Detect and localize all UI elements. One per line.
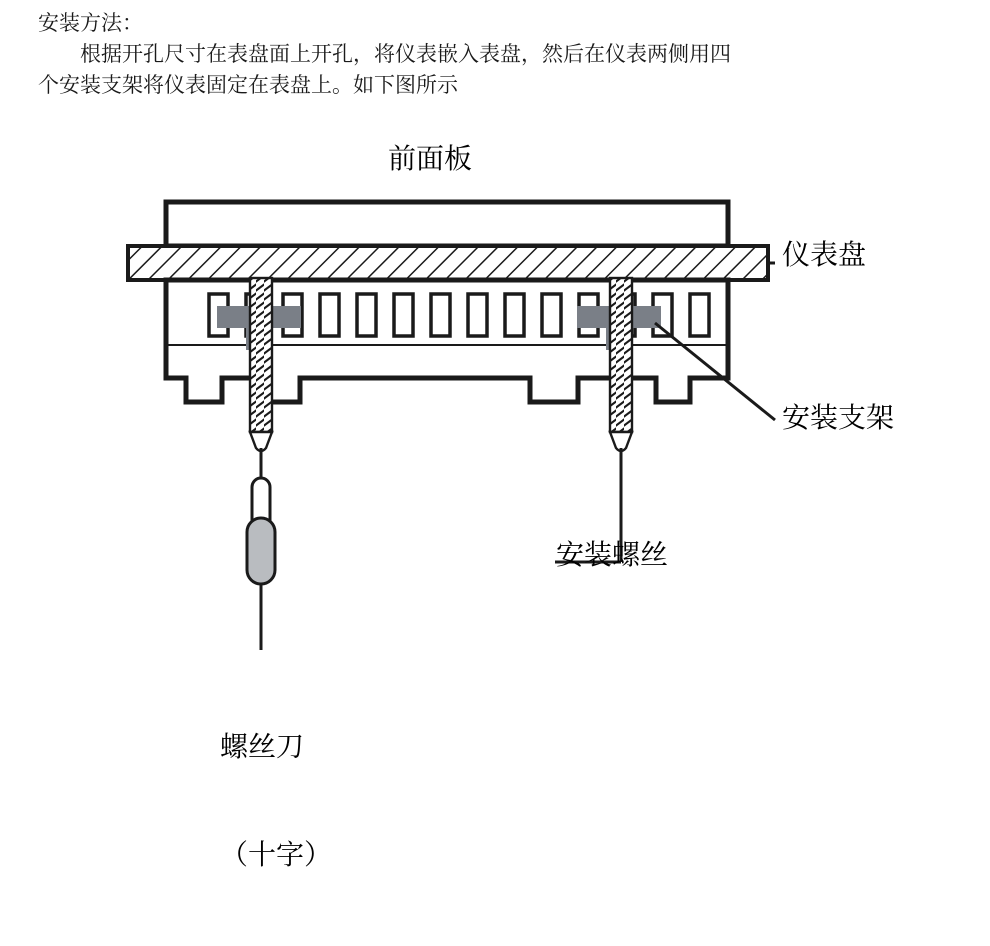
instruction-text-block [38, 8, 950, 101]
instruction-line-2: 个安装支架将仪表固定在表盘上。如下图所示 [38, 73, 458, 97]
label-screwdriver-line1: 螺丝刀 [220, 732, 305, 763]
label-front-panel: 前面板 [388, 144, 473, 175]
front-panel-shape [166, 202, 728, 246]
label-mounting-bracket: 安装支架 [782, 403, 895, 434]
label-mounting-screw: 安装螺丝 [556, 540, 669, 571]
label-meter-panel: 仪表盘 [782, 240, 867, 271]
mounting-screw-left [250, 278, 272, 478]
installation-diagram-svg [0, 130, 990, 800]
screwdriver-shape [247, 478, 275, 638]
instruction-line-1: 根据开孔尺寸在表盘面上开孔，将仪表嵌入表盘，然后在仪表两侧用四 [80, 42, 731, 66]
installation-diagram [0, 130, 990, 871]
label-screwdriver [220, 658, 332, 946]
label-screwdriver-line2: （十字） [220, 840, 333, 871]
mounting-screw-right [610, 278, 632, 562]
instruction-line-title: 安装方法： [38, 11, 143, 35]
meter-panel-shape [128, 246, 768, 280]
